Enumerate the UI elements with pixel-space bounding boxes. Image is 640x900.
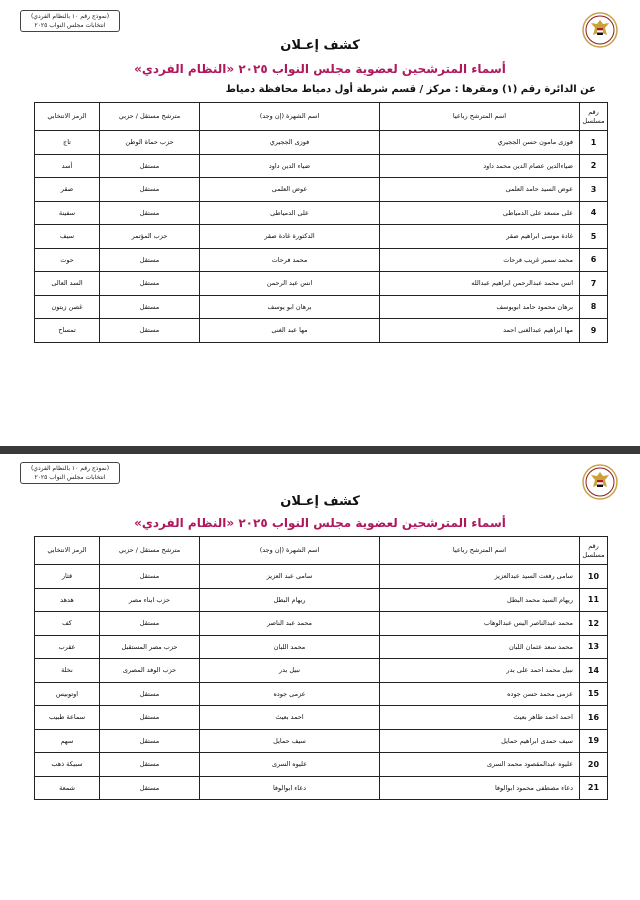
cell-symbol: سبيكة ذهب bbox=[35, 753, 100, 777]
form-stamp bbox=[20, 462, 120, 484]
cell-symbol: سهم bbox=[35, 729, 100, 753]
cell-type: حزب المؤتمر bbox=[100, 225, 200, 249]
cell-type: مستقل bbox=[100, 201, 200, 225]
cell-num: 11 bbox=[580, 588, 608, 612]
cell-name: احمد احمد طاهر بعيث bbox=[380, 706, 580, 730]
cell-symbol: شمعة bbox=[35, 776, 100, 800]
cell-type: مستقل bbox=[100, 319, 200, 343]
cell-fame: على الدمياطى bbox=[200, 201, 380, 225]
cell-num: 10 bbox=[580, 565, 608, 589]
header-name: اسم المترشح رباعيا bbox=[380, 537, 580, 565]
cell-name: نبيل محمد احمد على بدر bbox=[380, 659, 580, 683]
cell-num: 1 bbox=[580, 131, 608, 155]
cell-fame: احمد بعيث bbox=[200, 706, 380, 730]
cell-name: محمد سمير غريب فرحات bbox=[380, 248, 580, 272]
cell-fame: عليوه السرى bbox=[200, 753, 380, 777]
cell-type: مستقل bbox=[100, 565, 200, 589]
table-row bbox=[35, 295, 608, 319]
table-header-row bbox=[35, 103, 608, 131]
header-num: رقم مسلسل bbox=[580, 103, 608, 131]
table-header-row bbox=[35, 537, 608, 565]
cell-type: مستقل bbox=[100, 154, 200, 178]
cell-symbol: أسد bbox=[35, 154, 100, 178]
announcement-page-1 bbox=[0, 0, 640, 446]
cell-type: مستقل bbox=[100, 248, 200, 272]
page-subtitle: أسماء المترشحين لعضوية مجلس النواب ٢٠٢٥ «النظام الفردي» bbox=[134, 62, 506, 76]
table-row bbox=[35, 225, 608, 249]
form-stamp-line1: (نموذج رقم ١٠ بالنظام الفردي) bbox=[30, 465, 110, 472]
candidates-table-1 bbox=[34, 102, 608, 343]
cell-num: 15 bbox=[580, 682, 608, 706]
cell-symbol: قثار bbox=[35, 565, 100, 589]
cell-symbol: تمساح bbox=[35, 319, 100, 343]
table-row bbox=[35, 729, 608, 753]
table-row bbox=[35, 776, 608, 800]
header-type: مترشح مستقل / حزبي bbox=[100, 537, 200, 565]
cell-symbol: غصن زيتون bbox=[35, 295, 100, 319]
table-row bbox=[35, 612, 608, 636]
cell-fame: عوض العلمى bbox=[200, 178, 380, 202]
cell-name: فوزى مامون حسن الججيري bbox=[380, 131, 580, 155]
cell-symbol: سيف bbox=[35, 225, 100, 249]
form-stamp-line2: انتخابات مجلس النواب ٢٠٢٥ bbox=[34, 474, 106, 481]
cell-name: دعاء مصطفى محمود ابوالوفا bbox=[380, 776, 580, 800]
table-row bbox=[35, 178, 608, 202]
table-row bbox=[35, 248, 608, 272]
cell-name: محمد سعد عثمان اللبان bbox=[380, 635, 580, 659]
cell-num: 2 bbox=[580, 154, 608, 178]
cell-num: 14 bbox=[580, 659, 608, 683]
table-row bbox=[35, 565, 608, 589]
cell-fame: فوزى الججيري bbox=[200, 131, 380, 155]
form-stamp-line2: انتخابات مجلس النواب ٢٠٢٥ bbox=[34, 22, 106, 29]
cell-type: مستقل bbox=[100, 612, 200, 636]
cell-name: انس محمد عبدالرحمن ابراهيم عبدالله bbox=[380, 272, 580, 296]
header-fame: اسم الشهرة (إن وجد) bbox=[200, 103, 380, 131]
cell-type: مستقل bbox=[100, 272, 200, 296]
cell-type: مستقل bbox=[100, 753, 200, 777]
district-info: عن الدائرة رقم (١) ومقرها : مركز / قسم شرطة أول دمياط محافظة دمياط bbox=[225, 84, 596, 95]
cell-type: مستقل bbox=[100, 706, 200, 730]
cell-num: 9 bbox=[580, 319, 608, 343]
cell-fame: دعاء ابوالوفا bbox=[200, 776, 380, 800]
cell-symbol: نخلة bbox=[35, 659, 100, 683]
cell-symbol: تاج bbox=[35, 131, 100, 155]
page-separator bbox=[0, 446, 640, 454]
cell-name: غادة موسى ابراهيم صقر bbox=[380, 225, 580, 249]
cell-name: على مسعد على الدمياطى bbox=[380, 201, 580, 225]
header-symbol: الرمز الانتخابي bbox=[35, 103, 100, 131]
cell-num: 5 bbox=[580, 225, 608, 249]
cell-num: 8 bbox=[580, 295, 608, 319]
form-stamp-line1: (نموذج رقم ١٠ بالنظام الفردي) bbox=[30, 13, 110, 20]
cell-name: عليوه عبدالمقصود محمد السرى bbox=[380, 753, 580, 777]
cell-name: محمد عبدالناصر اليس عبدالوهاب bbox=[380, 612, 580, 636]
cell-fame: سيف حمايل bbox=[200, 729, 380, 753]
table-row bbox=[35, 588, 608, 612]
cell-num: 20 bbox=[580, 753, 608, 777]
cell-num: 12 bbox=[580, 612, 608, 636]
cell-type: مستقل bbox=[100, 682, 200, 706]
form-stamp bbox=[20, 10, 120, 32]
cell-symbol: صقر bbox=[35, 178, 100, 202]
cell-name: ريهام السيد محمد البطل bbox=[380, 588, 580, 612]
cell-num: 4 bbox=[580, 201, 608, 225]
cell-name: برهان محمود حامد ابويوسف bbox=[380, 295, 580, 319]
cell-fame: برهان ابو يوسف bbox=[200, 295, 380, 319]
cell-symbol: كف bbox=[35, 612, 100, 636]
cell-num: 6 bbox=[580, 248, 608, 272]
table-row bbox=[35, 319, 608, 343]
cell-num: 3 bbox=[580, 178, 608, 202]
header-name: اسم المترشح رباعيا bbox=[380, 103, 580, 131]
cell-symbol: سفينة bbox=[35, 201, 100, 225]
cell-fame: عزمى جوده bbox=[200, 682, 380, 706]
table-row bbox=[35, 706, 608, 730]
cell-symbol: سماعة طبيب bbox=[35, 706, 100, 730]
cell-symbol: اوتوبيس bbox=[35, 682, 100, 706]
cell-fame: محمد عبد الناصر bbox=[200, 612, 380, 636]
page-title: كشف إعـلان bbox=[280, 494, 360, 509]
cell-fame: سامى عبد العزيز bbox=[200, 565, 380, 589]
candidates-table-2 bbox=[34, 536, 608, 800]
header-fame: اسم الشهرة (إن وجد) bbox=[200, 537, 380, 565]
cell-type: حزب الوفد المصرى bbox=[100, 659, 200, 683]
cell-fame: الدكتورة غادة صقر bbox=[200, 225, 380, 249]
cell-fame: انس عبد الرحمن bbox=[200, 272, 380, 296]
table-row bbox=[35, 682, 608, 706]
table-row bbox=[35, 154, 608, 178]
cell-name: سامى رفعت السيد عبدالعزيز bbox=[380, 565, 580, 589]
cell-type: حزب ابناء مصر bbox=[100, 588, 200, 612]
cell-fame: محمد اللبان bbox=[200, 635, 380, 659]
cell-name: مها ابراهيم عبدالغنى احمد bbox=[380, 319, 580, 343]
cell-num: 7 bbox=[580, 272, 608, 296]
cell-type: مستقل bbox=[100, 776, 200, 800]
cell-fame: نبيل بدر bbox=[200, 659, 380, 683]
cell-name: سيف حمدى ابراهيم حمايل bbox=[380, 729, 580, 753]
cell-symbol: حوت bbox=[35, 248, 100, 272]
table-row bbox=[35, 272, 608, 296]
cell-fame: مها عبد الغنى bbox=[200, 319, 380, 343]
table-row bbox=[35, 753, 608, 777]
cell-type: مستقل bbox=[100, 295, 200, 319]
header-type: مترشح مستقل / حزبي bbox=[100, 103, 200, 131]
table-row bbox=[35, 659, 608, 683]
cell-num: 13 bbox=[580, 635, 608, 659]
page-subtitle: أسماء المترشحين لعضوية مجلس النواب ٢٠٢٥ «النظام الفردي» bbox=[134, 516, 506, 530]
cell-type: مستقل bbox=[100, 178, 200, 202]
cell-type: حزب مصر المستقبل bbox=[100, 635, 200, 659]
cell-num: 16 bbox=[580, 706, 608, 730]
cell-num: 21 bbox=[580, 776, 608, 800]
table-row bbox=[35, 635, 608, 659]
table-row bbox=[35, 201, 608, 225]
cell-name: عوض السيد حامد العلمى bbox=[380, 178, 580, 202]
header-num: رقم مسلسل bbox=[580, 537, 608, 565]
table-row bbox=[35, 131, 608, 155]
cell-symbol: هدهد bbox=[35, 588, 100, 612]
cell-symbol: عقرب bbox=[35, 635, 100, 659]
cell-fame: ريهام البطل bbox=[200, 588, 380, 612]
header-symbol: الرمز الانتخابي bbox=[35, 537, 100, 565]
cell-type: مستقل bbox=[100, 729, 200, 753]
page-title: كشف إعـلان bbox=[280, 38, 360, 53]
cell-name: ضياءالدين عصام الدين محمد داود bbox=[380, 154, 580, 178]
cell-type: حزب حماة الوطن bbox=[100, 131, 200, 155]
cell-num: 19 bbox=[580, 729, 608, 753]
cell-fame: محمد فرحات bbox=[200, 248, 380, 272]
cell-fame: ضياء الدين داود bbox=[200, 154, 380, 178]
cell-symbol: السد العالى bbox=[35, 272, 100, 296]
announcement-page-2 bbox=[0, 454, 640, 900]
cell-name: عزمى محمد حسن جوده bbox=[380, 682, 580, 706]
